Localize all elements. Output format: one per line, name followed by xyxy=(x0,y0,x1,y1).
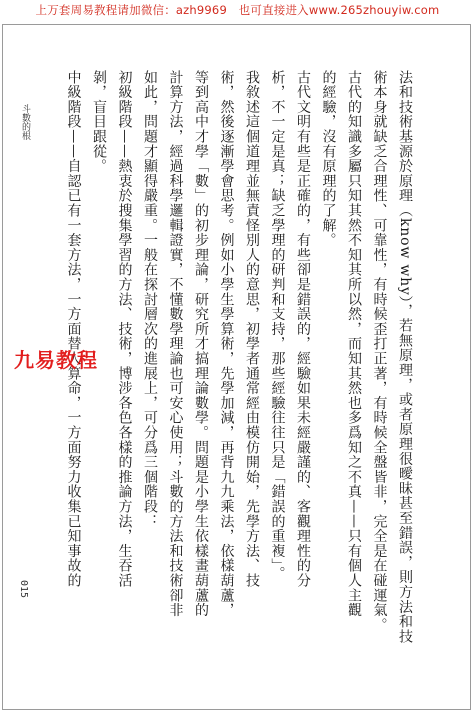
body-text xyxy=(60,70,417,670)
paragraph-line: 析，不一定是真；缺乏學理的研判和支持，那些經驗往往只是「錯誤的重複」。 xyxy=(269,70,286,581)
promo-banner: 上万套周易教程请加微信：azh9969 也可直接进入www.265zhouyiw.com xyxy=(35,3,440,17)
paragraph-line: 古代的知識多屬只知其然不知其所以然，而知其然也多爲知之不真——只有個人主觀 xyxy=(346,70,362,618)
page-number: 015 xyxy=(18,580,29,599)
watermark-logo: 九易教程 xyxy=(14,348,98,372)
paragraph-line: 我敘述這個道理並無責怪別人的意思，初學者通常經由模仿開始，先學方法、技 xyxy=(244,70,260,588)
paragraph-line: 計算方法，經過科學邏輯證實，不懂數學理論也可安心使用；斗數的方法和技術卻非 xyxy=(167,70,184,618)
paragraph-line: 術，然後逐漸學會思考。例如小學生學算術，先學加減，再背九九乘法，依樣葫蘆， xyxy=(218,70,235,618)
paragraph-line: 法和技術基源於原理（know why），若無原理，或者原理很曖昧甚至錯誤，則方法和技 xyxy=(397,70,413,644)
running-head: 斗數的根 xyxy=(20,104,30,140)
paragraph-line: 的經驗，沒有原理的了解。 xyxy=(320,70,337,248)
paragraph-line: 初級階段——熱衷於搜集學習的方法、技術，博涉各色各樣的推論方法，生吞活 xyxy=(116,70,133,588)
paragraph-line: 剝，盲目跟從。 xyxy=(91,70,107,174)
paragraph-line: 如此，問題才顯得嚴重。一般在探討層次的進展上，可分爲三個階段： xyxy=(142,70,158,529)
paragraph-line: 中級階段——自認已有一套方法，一方面替人算命，一方面努力收集已知事故的 xyxy=(65,70,82,588)
paragraph-line: 古代文明有些是正確的，有些卻是錯誤的，經驗如果未經嚴謹的、客觀理性的分 xyxy=(295,70,311,588)
paragraph-line: 等到高中才學「數」的初步理論，研究所才搞理論數學。問題是小學生依樣畫葫蘆的 xyxy=(193,70,209,618)
paragraph-line: 術本身就缺乏合理性、可靠性，有時候歪打正著，有時候全盤皆非，完全是在碰運氣。 xyxy=(371,70,388,633)
